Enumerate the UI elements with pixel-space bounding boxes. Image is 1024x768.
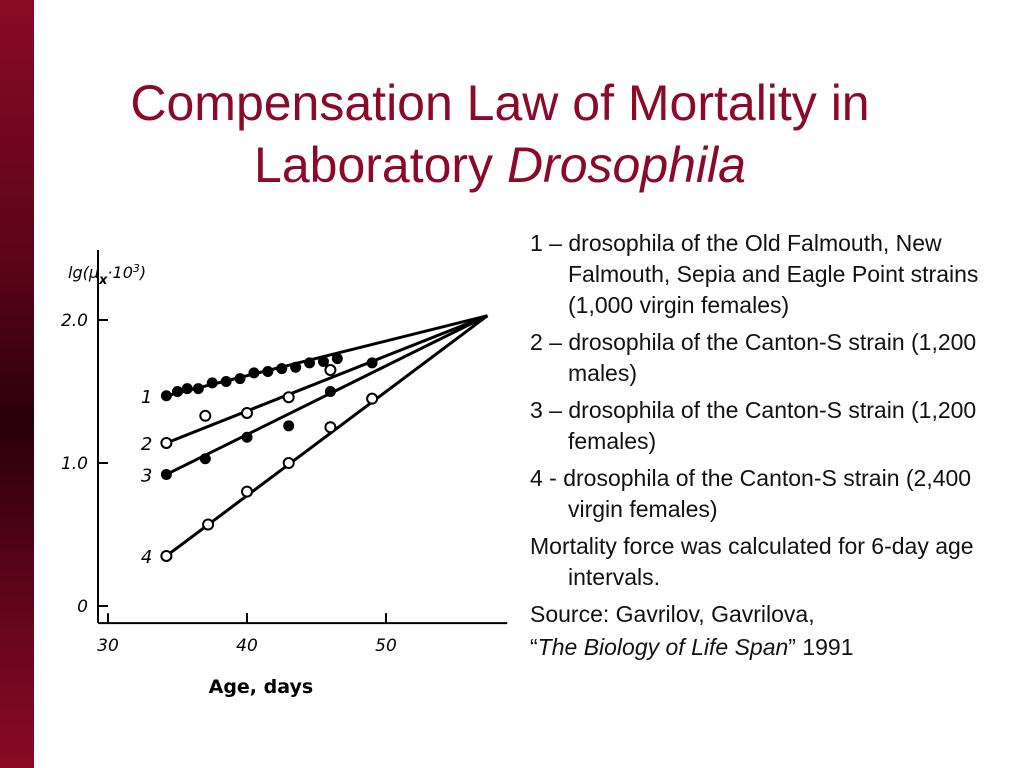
data-point bbox=[200, 411, 210, 421]
y-axis-label: $\lg(\mu_x\cdot 10^3)$ bbox=[68, 262, 147, 288]
data-point bbox=[367, 394, 377, 404]
title-line-1: Compensation Law of Mortality in bbox=[130, 75, 870, 131]
data-point bbox=[333, 354, 342, 363]
title-italic: Drosophila bbox=[506, 137, 746, 193]
data-point bbox=[284, 421, 293, 430]
data-point bbox=[242, 408, 252, 418]
data-point bbox=[319, 357, 328, 366]
series-label-3: 3 bbox=[140, 465, 153, 487]
legend-panel bbox=[530, 228, 1000, 669]
mortality-chart bbox=[50, 240, 510, 720]
data-point bbox=[249, 368, 258, 377]
source-line-1: Source: Gavrilov, Gavrilova, bbox=[530, 601, 815, 627]
x-axis-label: Age, days bbox=[208, 676, 314, 699]
data-point bbox=[201, 454, 210, 463]
source-line-2 bbox=[530, 632, 1000, 663]
data-point bbox=[203, 519, 213, 529]
y-tick-label: 0 bbox=[77, 597, 88, 617]
data-point bbox=[208, 378, 217, 387]
source-quote-open: “ bbox=[530, 634, 538, 660]
data-point bbox=[326, 387, 335, 396]
legend-item-4: 4 - drosophila of the Canton-S strain (2,400 virgin females) bbox=[530, 465, 972, 522]
y-tick-label: 1.0 bbox=[60, 454, 88, 474]
source-quote-close: ” 1991 bbox=[788, 634, 854, 660]
series-label-1: 1 bbox=[140, 386, 153, 408]
source-title: The Biology of Life Span bbox=[537, 634, 789, 660]
legend-item-2: 2 – drosophila of the Canton-S strain (1,200 males) bbox=[530, 329, 977, 386]
x-tick-label: 50 bbox=[375, 636, 397, 657]
data-point bbox=[236, 374, 245, 383]
data-point bbox=[291, 363, 300, 372]
title-line-2: Laboratory bbox=[254, 137, 507, 193]
x-tick-label: 40 bbox=[236, 636, 258, 657]
data-point bbox=[242, 487, 252, 497]
slide-title bbox=[40, 72, 960, 196]
legend-item-3: 3 – drosophila of the Canton-S strain (1,200 females) bbox=[530, 397, 977, 454]
series-label-4: 4 bbox=[140, 546, 153, 568]
data-point bbox=[162, 391, 171, 400]
x-tick-label: 30 bbox=[97, 636, 119, 657]
legend-item-1: 1 – drosophila of the Old Falmouth, New Falmouth, Sepia and Eagle Point strains (1,000 virgin females) bbox=[530, 230, 979, 318]
left-accent-bar bbox=[0, 0, 34, 768]
data-point bbox=[284, 458, 294, 468]
data-point bbox=[277, 364, 286, 373]
legend-note: Mortality force was calculated for 6-day age intervals. bbox=[530, 533, 974, 590]
data-point bbox=[173, 387, 182, 396]
y-tick-label: 2.0 bbox=[60, 311, 88, 331]
data-point bbox=[305, 358, 314, 367]
data-point bbox=[263, 367, 272, 376]
data-point bbox=[284, 392, 294, 402]
series-label-2: 2 bbox=[140, 433, 153, 455]
data-point bbox=[183, 384, 192, 393]
data-point bbox=[368, 358, 377, 367]
data-point bbox=[325, 365, 335, 375]
chart-root bbox=[61, 250, 507, 698]
data-point bbox=[194, 384, 203, 393]
data-point bbox=[161, 551, 171, 561]
data-point bbox=[325, 422, 335, 432]
data-point bbox=[161, 438, 171, 448]
data-point bbox=[222, 377, 231, 386]
data-point bbox=[243, 433, 252, 442]
data-point bbox=[162, 470, 171, 479]
series-line-4 bbox=[166, 316, 487, 556]
